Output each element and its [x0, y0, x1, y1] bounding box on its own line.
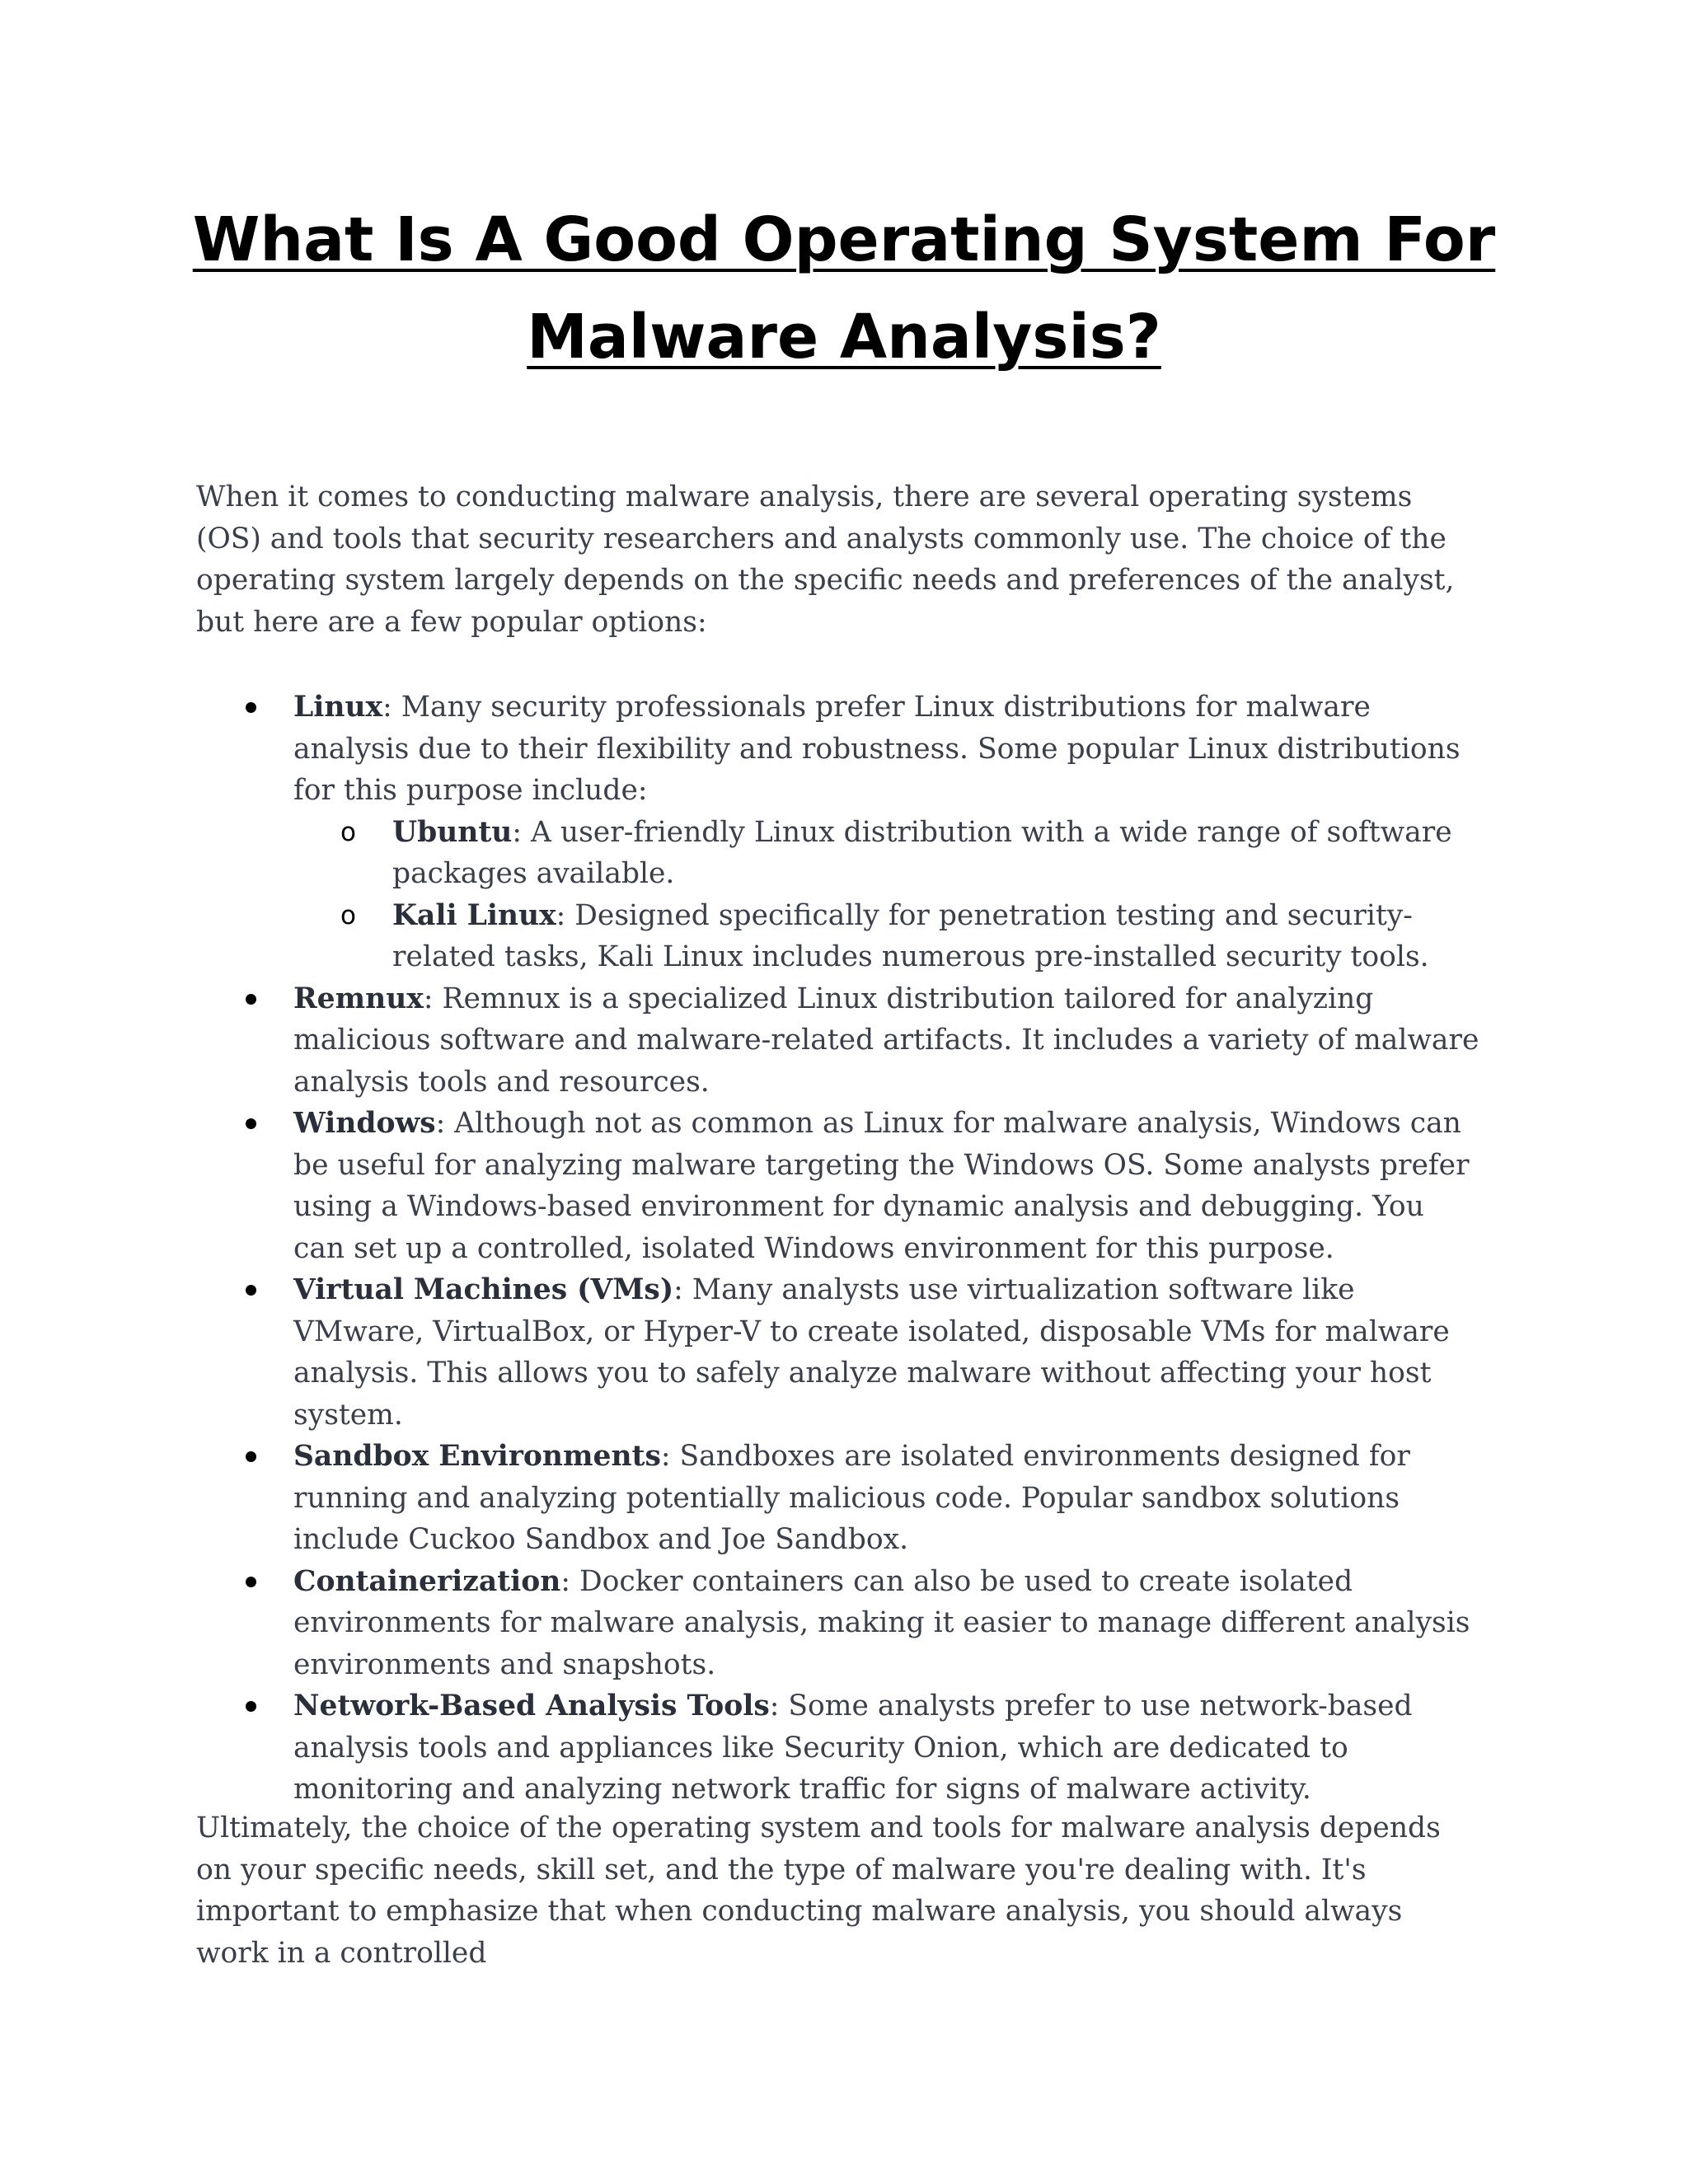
sub-item-ubuntu — [340, 812, 1484, 895]
list-item-linux — [293, 687, 1484, 978]
list-item-network-based-tools — [293, 1685, 1484, 1811]
page-title — [165, 191, 1523, 386]
bullet-icon — [246, 1285, 256, 1296]
list-item-virtual-machines — [293, 1269, 1484, 1436]
bullet-icon — [246, 1701, 256, 1712]
intro-paragraph: When it comes to conducting malware analysis, there are several operating systems (OS) and tools that security researchers and analysts commonly use. The choice of the operating system largely depends on the specific needs and preferences of the analyst, but here are a few popular options: — [196, 480, 1455, 639]
sub-bullet-icon: o — [340, 900, 356, 930]
item-term: Linux — [293, 691, 383, 724]
item-text: : Many analysts use virtualization software like VMware, VirtualBox, or Hyper-V to create isolated, disposable VMs for malware analysis. This allows you to safely analyze malware without affecting your host system. — [293, 1273, 1450, 1432]
sub-item-text: : Designed specifically for penetration testing and security-related tasks, Kali Linux includes numerous pre-installed security tools. — [392, 898, 1429, 973]
list-item-windows — [293, 1103, 1484, 1269]
item-text: : Although not as common as Linux for malware analysis, Windows can be useful for analyzing malware targeting the Windows OS. Some analysts prefer using a Windows-based environment for dynamic analysis and debugging. You can set up a controlled, isolated Windows environment for this purpose. — [293, 1107, 1470, 1265]
item-term: Virtual Machines (VMs) — [293, 1273, 674, 1306]
item-text: : Docker containers can also be used to create isolated environments for malware analysis, making it easier to manage different analysis environments and snapshots. — [293, 1564, 1470, 1681]
page-title-text: What Is A Good Operating System For Malware Analysis? — [192, 204, 1496, 373]
conclusion-paragraph: Ultimately, the choice of the operating system and tools for malware analysis depends on your specific needs, skill set, and the type of malware you're dealing with. It's important to emphasize that when conducting malware analysis, you should always work in a controlled — [196, 1811, 1441, 1970]
item-text: : Remnux is a specialized Linux distribution tailored for analyzing malicious software and malware-related artifacts. It includes a variety of malware analysis tools and resources. — [293, 982, 1479, 1099]
sub-item-term: Kali Linux — [392, 898, 556, 932]
bullet-icon — [246, 702, 256, 713]
list-item-containerization — [293, 1561, 1484, 1686]
bullet-icon — [246, 1577, 256, 1587]
item-term: Remnux — [293, 982, 424, 1015]
item-text: : Some analysts prefer to use network-based analysis tools and appliances like Security Onion, which are dedicated to monitoring and analyzing network traffic for signs of malware activity. — [293, 1690, 1413, 1806]
bullet-icon — [246, 1451, 256, 1462]
os-options-list — [293, 687, 1484, 1811]
sub-item-text: : A user-friendly Linux distribution with a wide range of software packages available. — [392, 815, 1452, 890]
sub-item-kali-linux — [340, 895, 1484, 978]
sub-item-term: Ubuntu — [392, 815, 513, 849]
sub-bullet-icon: o — [340, 817, 356, 847]
list-item-remnux — [293, 978, 1484, 1104]
item-term: Network-Based Analysis Tools — [293, 1690, 770, 1722]
item-text: : Sandboxes are isolated environments designed for running and analyzing potentially malicious code. Popular sandbox solutions include Cuckoo Sandbox and Joe Sandbox. — [293, 1440, 1410, 1556]
bullet-icon — [246, 1118, 256, 1129]
linux-distributions-list — [293, 812, 1484, 978]
list-item-sandbox-environments — [293, 1436, 1484, 1561]
bullet-icon — [246, 994, 256, 1005]
item-term: Windows — [293, 1107, 436, 1140]
item-term: Sandbox Environments — [293, 1440, 661, 1473]
item-term: Containerization — [293, 1564, 561, 1598]
item-text: : Many security professionals prefer Linux distributions for malware analysis due to their flexibility and robustness. Some popular Linux distributions for this purpose include: — [293, 691, 1461, 807]
